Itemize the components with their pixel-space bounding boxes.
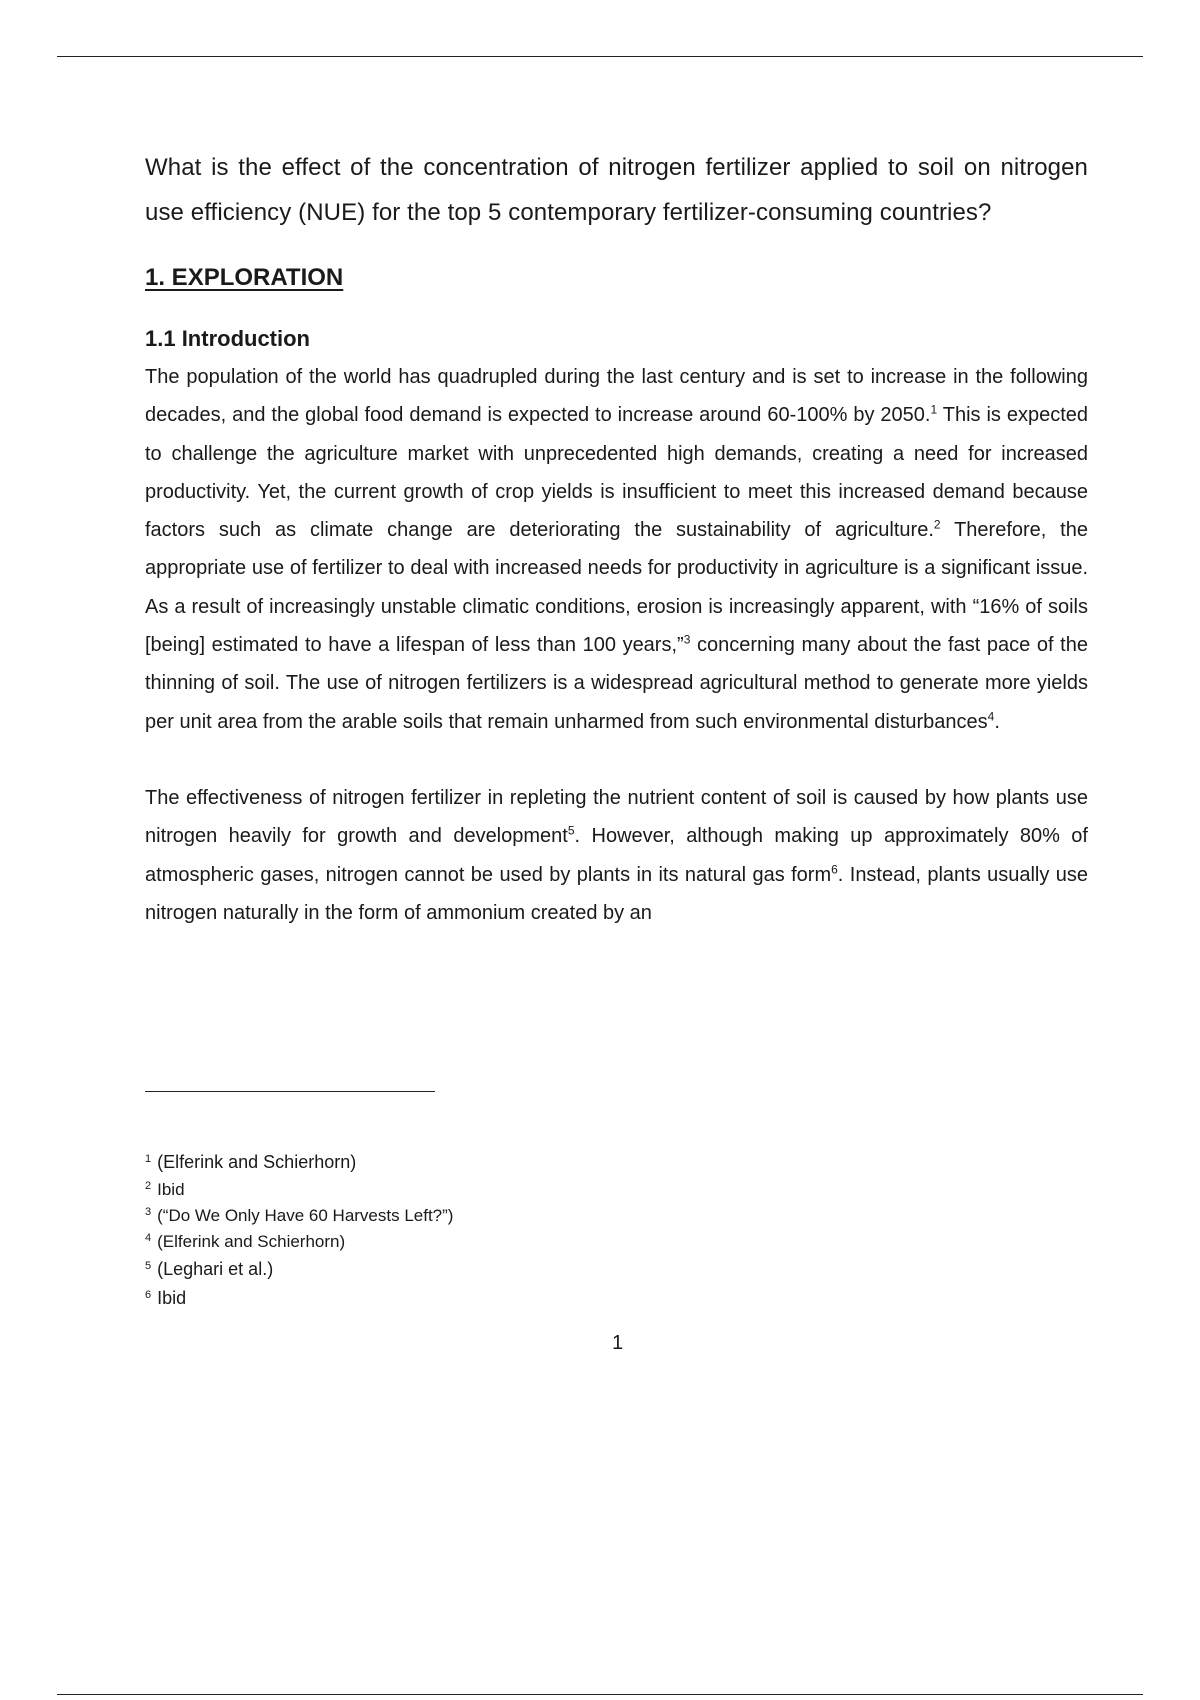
footnote-text: (Elferink and Schierhorn) bbox=[157, 1232, 346, 1251]
footnote-item bbox=[145, 1203, 1045, 1229]
footnotes bbox=[145, 1148, 1045, 1313]
research-question: What is the effect of the concentration of nitrogen fertilizer applied to soil on nitrogen use efficiency (NUE) for the top 5 contemporary fertilizer-consuming countries? bbox=[145, 154, 1088, 226]
footnote-number: 4 bbox=[145, 1232, 152, 1244]
intro-paragraph-1 bbox=[145, 358, 1088, 741]
footnote-ref: 1 bbox=[930, 402, 938, 417]
footnote-text: (“Do We Only Have 60 Harvests Left?”) bbox=[157, 1206, 454, 1225]
footnote-text: (Leghari et al.) bbox=[157, 1259, 274, 1279]
footnote-item bbox=[145, 1177, 1045, 1203]
footnote-number: 5 bbox=[145, 1260, 152, 1272]
paragraph-text: The effectiveness of nitrogen fertilizer in repleting the nutrient content of soil is caused by how plants use nitrogen heavily for growth and development bbox=[145, 786, 1088, 848]
page-number: 1 bbox=[611, 1332, 624, 1354]
footnote-text: (Elferink and Schierhorn) bbox=[157, 1152, 357, 1172]
footnote-number: 3 bbox=[145, 1206, 152, 1218]
footnote-ref: 3 bbox=[683, 632, 691, 647]
footnote-number: 2 bbox=[145, 1180, 152, 1192]
footer-rule bbox=[57, 1694, 1143, 1695]
footnote-item bbox=[145, 1255, 1045, 1284]
paragraph-text: . However, although making up approximately 80% of atmospheric gases, nitrogen cannot be used by plants in its natural gas form bbox=[145, 825, 1088, 886]
footnote-ref: 4 bbox=[987, 709, 995, 724]
subsection-heading: 1.1 Introduction bbox=[145, 326, 310, 351]
intro-paragraph-2 bbox=[145, 779, 1088, 932]
paragraph-text: The population of the world has quadrupled during the last century and is set to increase in the following decades, and the global food demand is expected to increase around 60-100% by 2050. bbox=[145, 366, 1088, 427]
footnote-ref: 5 bbox=[567, 823, 575, 838]
paragraph-text: . bbox=[994, 710, 1000, 733]
paragraph-text: . Instead, plants usually use nitrogen naturally in the form of ammonium created by an bbox=[145, 863, 1088, 924]
footnote-item bbox=[145, 1148, 1045, 1177]
footnote-text: Ibid bbox=[157, 1288, 187, 1308]
header-rule bbox=[57, 56, 1143, 57]
footnote-item bbox=[145, 1229, 1045, 1255]
section-heading: 1. EXPLORATION bbox=[145, 264, 344, 291]
footnote-number: 6 bbox=[145, 1289, 152, 1301]
footnote-ref: 2 bbox=[933, 517, 941, 532]
footnote-ref: 6 bbox=[831, 861, 838, 876]
page-body bbox=[145, 145, 1088, 932]
footnote-item bbox=[145, 1284, 1045, 1313]
footnote-divider bbox=[145, 1091, 435, 1092]
footnote-text: Ibid bbox=[157, 1180, 185, 1199]
paragraph-text: Therefore, the appropriate use of fertilizer to deal with increased needs for productivity in agriculture is a significant issue. As a result of increasingly unstable climatic conditions, erosion is increasingly apparent, with “16% of soils [being] estimated to have a lifespan of less than 100 years,” bbox=[145, 519, 1088, 657]
paragraph-text: concerning many about the fast pace of the thinning of soil. The use of nitrogen fertilizers is a widespread agricultural method to generate more yields per unit area from the arable soils that remain unharmed from such environmental disturbances bbox=[145, 634, 1088, 733]
paragraph-text: This is expected to challenge the agriculture market with unprecedented high demands, creating a need for increased productivity. Yet, the current growth of crop yields is insufficient to meet this increased demand because factors such as climate change are deteriorating the sustainability of agriculture. bbox=[145, 404, 1088, 542]
footnote-number: 1 bbox=[145, 1153, 152, 1165]
